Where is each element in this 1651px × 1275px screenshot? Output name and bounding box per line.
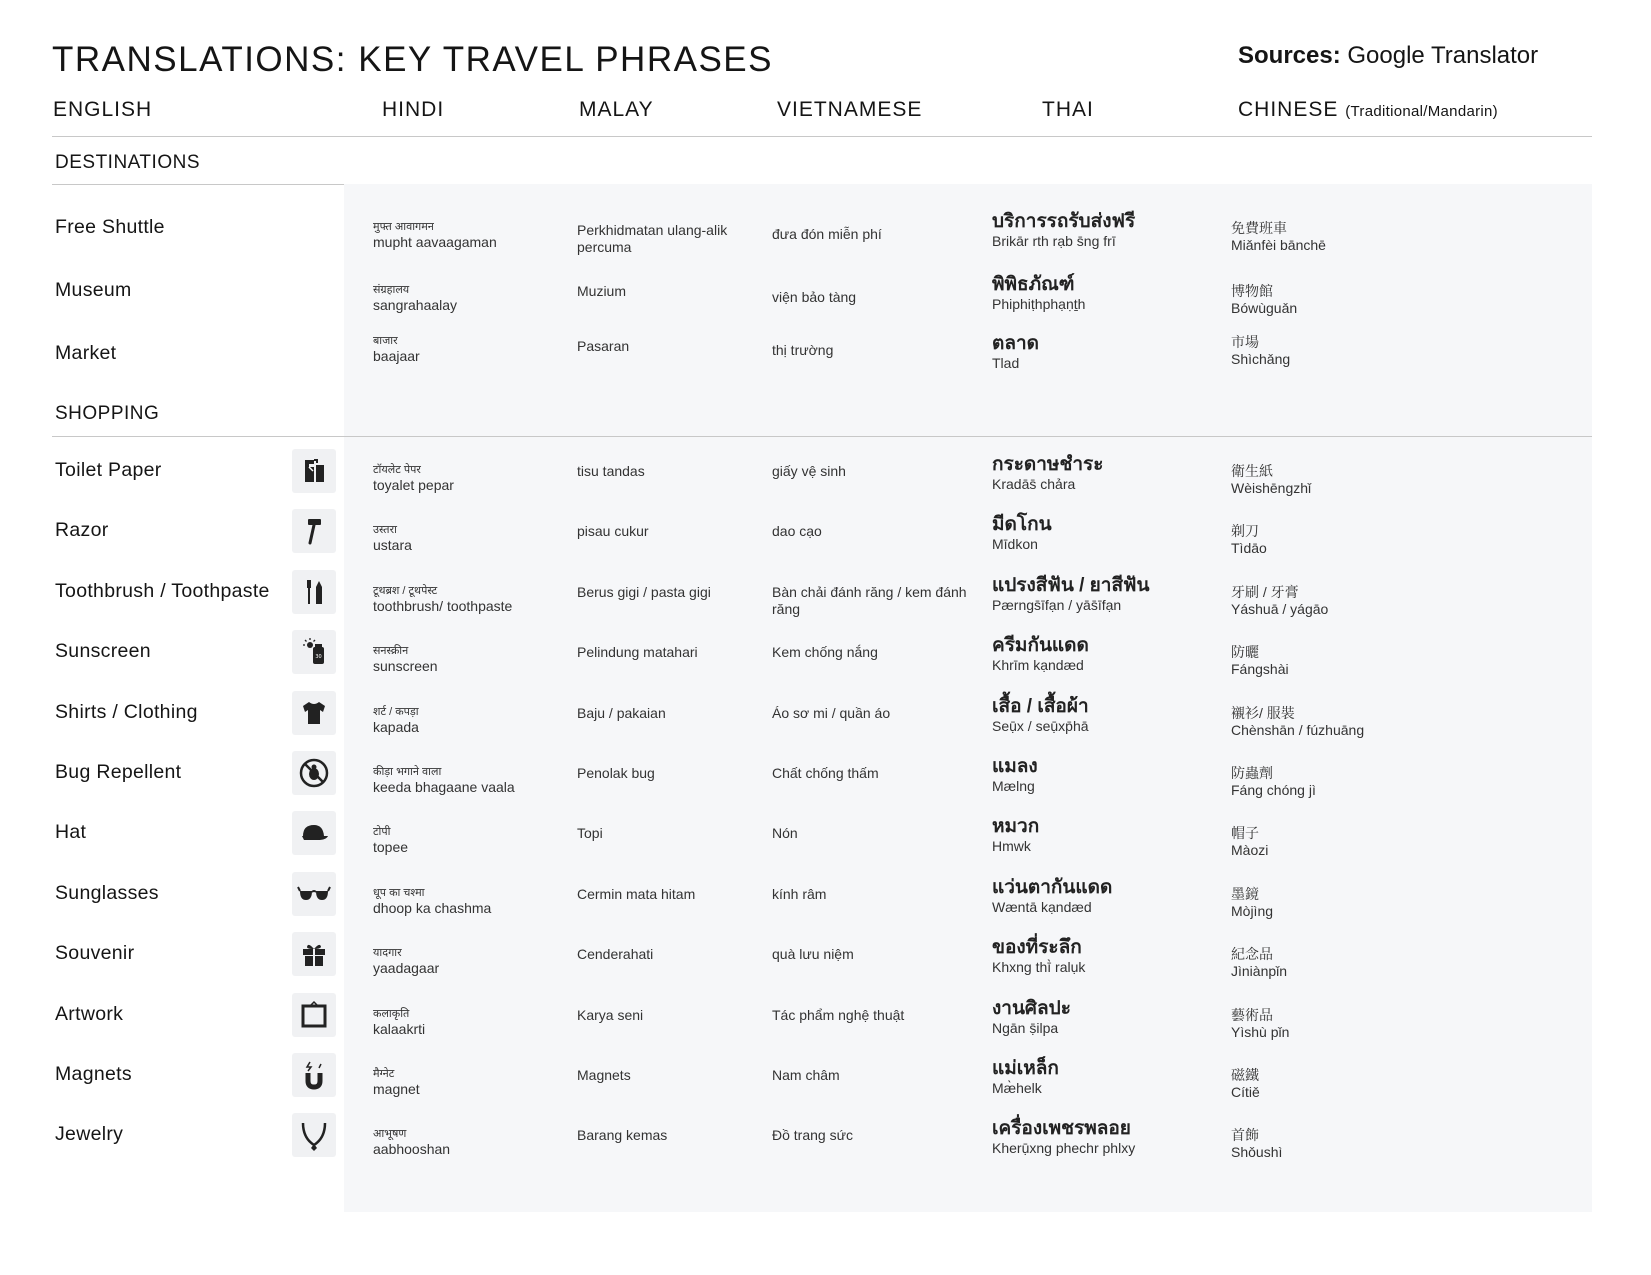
english-term: Artwork (55, 1003, 124, 1025)
hindi-native: शर्ट / कपड़ा (373, 706, 419, 718)
hindi-cell (373, 1067, 563, 1098)
chinese-roman: Shǒushì (1231, 1144, 1283, 1160)
toothbrush-icon (292, 570, 336, 614)
thai-cell (992, 1057, 1212, 1097)
column-header-chinese (1238, 98, 1498, 122)
hindi-cell (373, 584, 563, 615)
hindi-roman: kapada (373, 719, 419, 735)
vietnamese-cell: Nam châm (772, 1067, 840, 1083)
hindi-roman: sunscreen (373, 658, 438, 674)
vietnamese-cell: quà lưu niệm (772, 946, 854, 962)
chinese-cell (1231, 584, 1531, 618)
cap-icon (292, 811, 336, 855)
hindi-cell (373, 644, 563, 675)
hindi-native: टूथब्रश / टूथपेस्ट (373, 585, 438, 597)
hindi-native: धूप का चश्मा (373, 887, 425, 899)
hindi-native: टोपी (373, 826, 391, 838)
table-row (0, 570, 1651, 632)
table-row (0, 206, 1651, 268)
hindi-native: सनस्क्रीन (373, 645, 409, 657)
thai-cell (992, 695, 1212, 735)
hindi-cell (373, 765, 563, 796)
malay-cell: tisu tandas (577, 463, 645, 479)
chinese-roman: Jìniànpǐn (1231, 963, 1288, 979)
sources-note (1238, 42, 1538, 70)
thai-native: มีดโกน (992, 514, 1052, 535)
hindi-roman: topee (373, 839, 409, 855)
english-term: Magnets (55, 1063, 132, 1085)
vietnamese-cell: thị trường (772, 342, 834, 358)
malay-cell: Berus gigi / pasta gigi (577, 584, 711, 600)
thai-cell (992, 332, 1212, 372)
chinese-cell (1231, 765, 1531, 799)
malay-cell: Perkhidmatan ulang-alik percuma (577, 222, 728, 255)
malay-cell: Cermin mata hitam (577, 886, 696, 902)
thai-cell (992, 936, 1212, 976)
thai-cell (992, 997, 1212, 1037)
vietnamese-cell: giấy vệ sinh (772, 463, 846, 479)
english-term: Toilet Paper (55, 459, 162, 481)
thai-native: แปรงสีฟัน / ยาสีฟัน (992, 575, 1150, 596)
thai-roman: Tlad (992, 355, 1020, 371)
chinese-native: 襯衫/ 服裝 (1231, 705, 1295, 721)
magnet-icon (292, 1053, 336, 1097)
thai-roman: Kradās̄ chảra (992, 476, 1076, 492)
column-header-hindi: HINDI (382, 98, 445, 121)
hindi-cell (373, 523, 563, 554)
sources-label: Sources: (1238, 42, 1341, 69)
chinese-roman: Fángshài (1231, 661, 1289, 677)
shirt-icon (292, 691, 336, 735)
thai-native: ของที่ระลึก (992, 937, 1082, 958)
column-header-english: ENGLISH (53, 98, 153, 121)
thai-roman: Kherụ̄xng phechr phlxy (992, 1140, 1136, 1156)
chinese-cell (1231, 825, 1531, 859)
vietnamese-cell: viện bảo tàng (772, 289, 857, 305)
chinese-cell (1231, 283, 1531, 317)
thai-roman: Wæntā kạndæd (992, 899, 1092, 915)
thai-roman: Khxng thī̀ ralụk (992, 959, 1086, 975)
chinese-cell (1231, 886, 1531, 920)
thai-native: แว่นตากันแดด (992, 877, 1113, 898)
chinese-native: 藝術品 (1231, 1007, 1273, 1023)
razor-icon (292, 509, 336, 553)
english-term: Free Shuttle (55, 216, 165, 238)
hindi-cell (373, 283, 563, 314)
chinese-cell (1231, 1007, 1531, 1041)
table-row (0, 449, 1651, 511)
thai-roman: Mīdkon (992, 536, 1038, 552)
thai-roman: Hmwk (992, 838, 1031, 854)
vietnamese-cell: Đồ trang sức (772, 1127, 853, 1143)
hindi-roman: aabhooshan (373, 1141, 451, 1157)
chinese-roman: Mòjìng (1231, 903, 1274, 919)
table-row (0, 691, 1651, 753)
thai-native: ครีมกันแดด (992, 635, 1089, 656)
thai-roman: Brikār rth rạb s̄ng frī (992, 233, 1116, 249)
column-header-thai: THAI (1042, 98, 1094, 121)
english-term: Hat (55, 821, 87, 843)
chinese-cell (1231, 705, 1531, 739)
chinese-cell (1231, 644, 1531, 678)
chinese-native: 衛生紙 (1231, 463, 1273, 479)
thai-cell (992, 755, 1212, 795)
hindi-roman: ustara (373, 537, 412, 553)
hindi-native: उस्तरा (373, 524, 397, 536)
hindi-roman: yaadagaar (373, 960, 440, 976)
chinese-roman: Yáshuā / yágāo (1231, 601, 1329, 617)
malay-cell: Muzium (577, 283, 627, 299)
chinese-roman: Shìchǎng (1231, 351, 1291, 367)
chinese-native: 磁鐵 (1231, 1067, 1259, 1083)
hindi-roman: keeda bhagaane vaala (373, 779, 515, 795)
thai-cell (992, 273, 1212, 313)
hindi-cell (373, 463, 563, 494)
chinese-roman: Bówùguǎn (1231, 300, 1298, 316)
column-header-vietnamese: VIETNAMESE (777, 98, 923, 121)
thai-cell (992, 815, 1212, 855)
thai-native: กระดาษชำระ (992, 454, 1104, 475)
vietnamese-cell: Kem chống nắng (772, 644, 878, 660)
chinese-native: 市場 (1231, 334, 1259, 350)
chinese-roman: Màozi (1231, 842, 1269, 858)
sunscreen-icon (292, 630, 336, 674)
thai-native: หมวก (992, 816, 1040, 837)
thai-roman: Pærngs̄īfạn / yās̄īfạn (992, 597, 1122, 613)
section-title-shopping: SHOPPING (55, 403, 160, 424)
thai-native: ตลาด (992, 333, 1039, 354)
thai-cell (992, 1117, 1212, 1157)
thai-native: พิพิธภัณฑ์ (992, 274, 1075, 295)
thai-roman: Khrīm kạndæd (992, 657, 1084, 673)
thai-cell (992, 210, 1212, 250)
hindi-roman: sangrahaalay (373, 297, 458, 313)
thai-cell (992, 453, 1212, 493)
thai-roman: Seụ̄x / seụ̄xp̄hā (992, 718, 1089, 734)
chinese-cell (1231, 523, 1531, 557)
thai-cell (992, 634, 1212, 674)
malay-cell: Pelindung matahari (577, 644, 698, 660)
hindi-native: मैग्नेट (373, 1068, 395, 1080)
chinese-native: 博物館 (1231, 283, 1273, 299)
chinese-native: 防曬 (1231, 644, 1259, 660)
sunglasses-icon (292, 872, 336, 916)
chinese-native: 免費班車 (1231, 220, 1287, 236)
chinese-roman: Wèishēngzhǐ (1231, 480, 1312, 496)
hindi-cell (373, 946, 563, 977)
chinese-cell (1231, 946, 1531, 980)
hindi-roman: mupht aavaagaman (373, 234, 497, 250)
column-header-chinese-note: (Traditional/Mandarin) (1345, 103, 1498, 120)
thai-roman: Phiphiṭhphạṇṯh (992, 296, 1086, 312)
hindi-roman: dhoop ka chashma (373, 900, 492, 916)
vietnamese-cell: Bàn chải đánh răng / kem đánh răng (772, 584, 967, 617)
chinese-native: 牙刷 / 牙膏 (1231, 584, 1299, 600)
hindi-cell (373, 705, 563, 736)
malay-cell: Penolak bug (577, 765, 655, 781)
header-divider (52, 136, 1592, 137)
section-title-destinations: DESTINATIONS (55, 152, 200, 173)
hindi-roman: toyalet pepar (373, 477, 454, 493)
chinese-roman: Tìdāo (1231, 540, 1267, 556)
hindi-native: यादगार (373, 947, 402, 959)
malay-cell: Baju / pakaian (577, 705, 666, 721)
english-term: Market (55, 342, 117, 364)
table-row (0, 811, 1651, 873)
hindi-native: मुफ्त आवागमन (373, 221, 434, 233)
hindi-cell (373, 334, 563, 365)
hindi-native: कीड़ा भगाने वाला (373, 766, 442, 778)
malay-cell: Cenderahati (577, 946, 654, 962)
table-row (0, 1053, 1651, 1115)
hindi-roman: kalaakrti (373, 1021, 426, 1037)
thai-native: เครื่องเพชรพลอย (992, 1118, 1131, 1139)
chinese-native: 剃刀 (1231, 523, 1259, 539)
english-term: Shirts / Clothing (55, 701, 198, 723)
table-row (0, 932, 1651, 994)
hindi-cell (373, 220, 563, 251)
hindi-cell (373, 1007, 563, 1038)
chinese-native: 帽子 (1231, 825, 1259, 841)
thai-native: เสื้อ / เสื้อผ้า (992, 696, 1089, 717)
english-term: Jewelry (55, 1123, 124, 1145)
chinese-native: 首飾 (1231, 1127, 1259, 1143)
table-row (0, 630, 1651, 692)
table-row (0, 509, 1651, 571)
thai-cell (992, 876, 1212, 916)
chinese-roman: Chènshān / fúzhuāng (1231, 722, 1365, 738)
table-row (0, 872, 1651, 934)
sources-value: Google Translator (1347, 42, 1539, 69)
hindi-cell (373, 886, 563, 917)
malay-cell: Topi (577, 825, 603, 841)
english-term: Sunglasses (55, 882, 159, 904)
chinese-cell (1231, 334, 1531, 368)
hindi-cell (373, 1127, 563, 1158)
vietnamese-cell: Nón (772, 825, 798, 841)
thai-native: บริการรถรับส่งฟรี (992, 211, 1136, 232)
chinese-native: 紀念品 (1231, 946, 1273, 962)
english-term: Razor (55, 519, 109, 541)
english-term: Sunscreen (55, 640, 151, 662)
thai-cell (992, 574, 1212, 614)
table-row (0, 332, 1651, 394)
malay-cell: Pasaran (577, 338, 630, 354)
hindi-native: संग्रहालय (373, 284, 410, 296)
toilet-paper-icon (292, 449, 336, 493)
picture-frame-icon (292, 993, 336, 1037)
svg-text:30: 30 (315, 654, 322, 660)
hindi-roman: magnet (373, 1081, 420, 1097)
vietnamese-cell: Tác phẩm nghệ thuật (772, 1007, 905, 1023)
gift-icon (292, 932, 336, 976)
hindi-roman: toothbrush/ toothpaste (373, 598, 513, 614)
chinese-cell (1231, 463, 1531, 497)
vietnamese-cell: dao cạo (772, 523, 822, 539)
table-row (0, 993, 1651, 1055)
malay-cell: Magnets (577, 1067, 631, 1083)
malay-cell: Karya seni (577, 1007, 644, 1023)
thai-native: งานศิลปะ (992, 998, 1071, 1019)
english-term: Souvenir (55, 942, 135, 964)
thai-roman: Ngān ṣ̄ilpa (992, 1020, 1059, 1036)
chinese-cell (1231, 1067, 1531, 1101)
thai-native: แมลง (992, 756, 1038, 777)
section-divider-shopping (52, 436, 1592, 437)
vietnamese-cell: đưa đón miễn phí (772, 226, 882, 242)
page-title: TRANSLATIONS: KEY TRAVEL PHRASES (52, 40, 773, 79)
chinese-roman: Fáng chóng jì (1231, 782, 1316, 798)
malay-cell: Barang kemas (577, 1127, 668, 1143)
english-term: Toothbrush / Toothpaste (55, 580, 270, 602)
chinese-roman: Yìshù pǐn (1231, 1024, 1290, 1040)
hindi-native: बाजार (373, 335, 398, 347)
hindi-roman: baajaar (373, 348, 420, 364)
english-term: Museum (55, 279, 132, 301)
bug-repellent-icon (292, 751, 336, 795)
vietnamese-cell: Chất chống thấm (772, 765, 879, 781)
thai-cell (992, 513, 1212, 553)
chinese-cell (1231, 1127, 1531, 1161)
thai-roman: Mæ̀helk (992, 1080, 1042, 1096)
table-row (0, 1113, 1651, 1175)
thai-native: แม่เหล็ก (992, 1058, 1059, 1079)
table-row (0, 751, 1651, 813)
chinese-native: 防蟲劑 (1231, 765, 1273, 781)
hindi-native: आभूषण (373, 1128, 407, 1140)
malay-cell: pisau cukur (577, 523, 649, 539)
chinese-native: 墨鏡 (1231, 886, 1259, 902)
english-term: Bug Repellent (55, 761, 182, 783)
chinese-roman: Miǎnfèi bānchē (1231, 237, 1326, 253)
vietnamese-cell: kính râm (772, 886, 827, 902)
vietnamese-cell: Áo sơ mi / quần áo (772, 705, 891, 721)
thai-roman: Mælng (992, 778, 1035, 794)
hindi-cell (373, 825, 563, 856)
necklace-icon (292, 1113, 336, 1157)
hindi-native: कलाकृति (373, 1008, 410, 1020)
chinese-cell (1231, 220, 1531, 254)
table-row (0, 269, 1651, 331)
column-header-chinese-label: CHINESE (1238, 98, 1339, 121)
hindi-native: टॉयलेट पेपर (373, 464, 421, 476)
column-header-malay: MALAY (579, 98, 654, 121)
chinese-roman: Cítiě (1231, 1084, 1260, 1100)
